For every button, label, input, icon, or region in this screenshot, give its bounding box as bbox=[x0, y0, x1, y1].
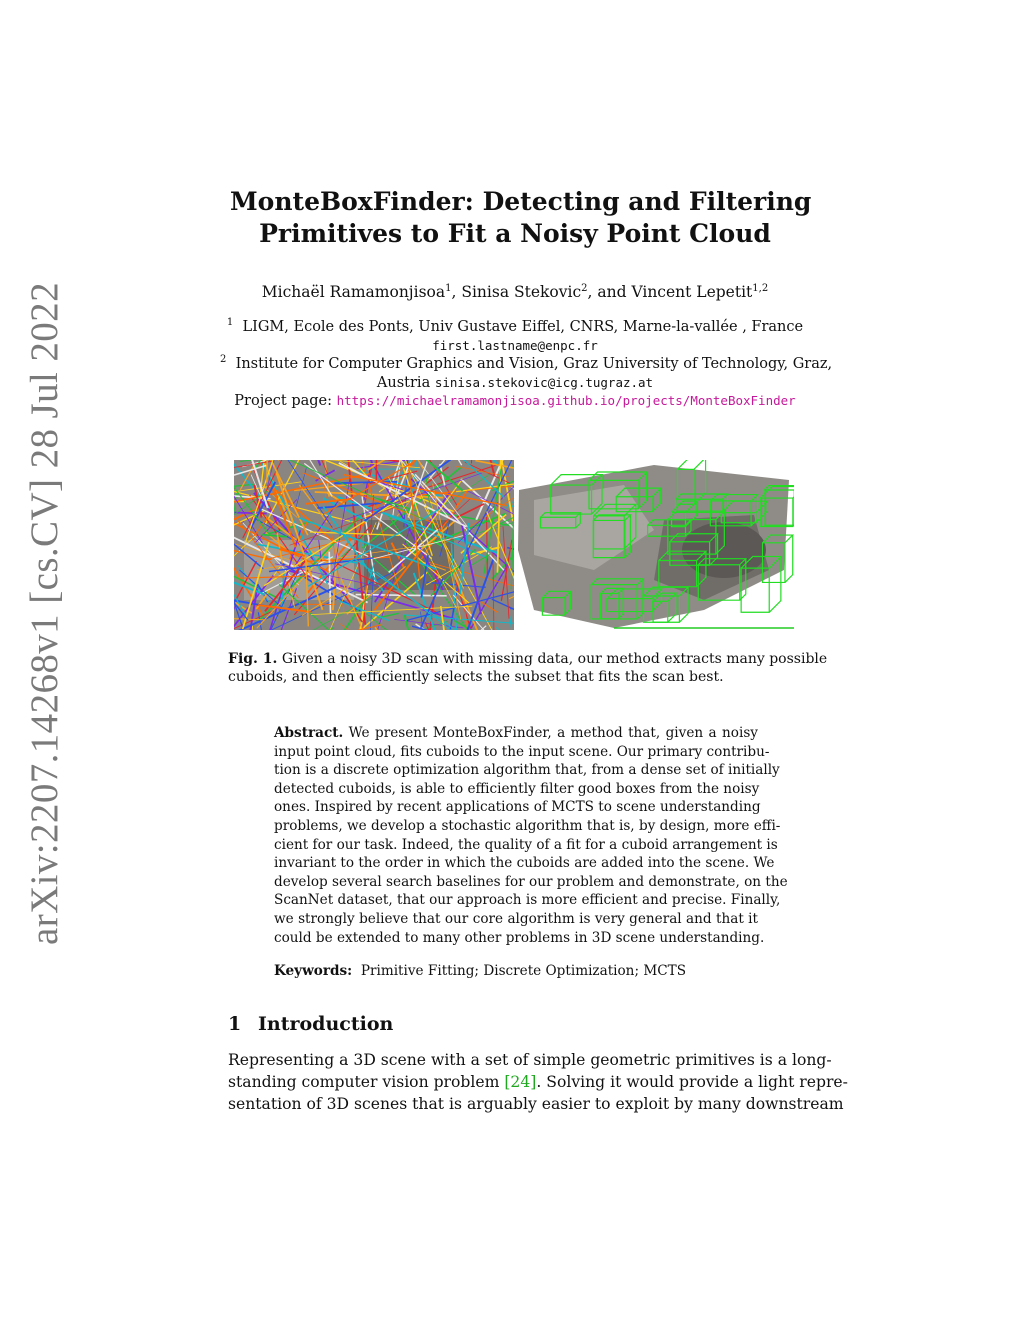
affiliation-2-text: Institute for Computer Graphics and Vision, Graz University of Technology, Graz, bbox=[235, 356, 833, 372]
abstract-text: We present MonteBoxFinder, a method that, given a noisy bbox=[348, 725, 758, 741]
author-list bbox=[230, 283, 800, 301]
affiliation-2-email[interactable]: sinisa.stekovic@icg.tugraz.at bbox=[434, 374, 654, 390]
abstract bbox=[274, 724, 788, 947]
author-3-affil: 1,2 bbox=[752, 283, 769, 294]
teaser-figure bbox=[234, 460, 794, 630]
selected-cuboids-panel bbox=[514, 460, 794, 630]
affiliation-2-marker: 2 bbox=[220, 354, 227, 365]
author-2-affil: 2 bbox=[581, 283, 588, 294]
intro-line-1: Representing a 3D scene with a set of simple geometric primitives is a long- bbox=[228, 1051, 832, 1069]
keywords bbox=[274, 963, 758, 979]
abstract-line: tion is a discrete optimization algorithm that, from a dense set of initially bbox=[274, 762, 780, 779]
affiliations bbox=[220, 317, 833, 411]
affiliation-1 bbox=[220, 318, 810, 337]
project-page bbox=[220, 392, 810, 411]
abstract-line: detected cuboids, is able to efficiently filter good boxes from the noisy bbox=[274, 780, 760, 797]
section-number: 1 bbox=[228, 1013, 242, 1035]
intro-line-2-text: standing computer vision problem bbox=[228, 1073, 505, 1091]
arxiv-identifier-stamp: arXiv:2207.14268v1 [cs.CV] 28 Jul 2022 bbox=[23, 282, 66, 945]
abstract-line bbox=[274, 724, 758, 743]
project-page-label: Project page: bbox=[234, 393, 333, 409]
author-2: Sinisa Stekovic bbox=[461, 283, 582, 301]
caption-line-2: cuboids, and then efficiently selects the subset that fits the scan best. bbox=[228, 669, 724, 685]
proposal-edge bbox=[267, 460, 268, 483]
affiliation-2-country: Austria bbox=[376, 374, 431, 391]
figure-label: Fig. 1. bbox=[228, 651, 278, 667]
author-1: Michaël Ramamonjisoa bbox=[261, 283, 446, 301]
affiliation-2-cont bbox=[220, 374, 810, 393]
affiliation-2 bbox=[220, 354, 833, 374]
abstract-line: input point cloud, fits cuboids to the input scene. Our primary contribu- bbox=[274, 743, 770, 760]
keywords-text: Primitive Fitting; Discrete Optimization; MCTS bbox=[360, 963, 687, 979]
section-heading bbox=[228, 1013, 393, 1035]
author-1-affil: 1 bbox=[445, 283, 452, 294]
title-line-2: Primitives to Fit a Noisy Point Cloud bbox=[259, 219, 771, 248]
affiliation-1-text: LIGM, Ecole des Ponts, Univ Gustave Eiffel, CNRS, Marne-la-vallée , France bbox=[242, 319, 804, 335]
affiliation-1-email[interactable]: first.lastname@enpc.fr bbox=[432, 337, 598, 353]
paper-title bbox=[230, 186, 812, 250]
abstract-line: invariant to the order in which the cuboids are added into the scene. We bbox=[274, 855, 775, 872]
caption-line-1 bbox=[228, 650, 828, 668]
intro-line-2-rest: . Solving it would provide a light repre- bbox=[536, 1073, 848, 1091]
affiliation-1-marker: 1 bbox=[226, 317, 234, 328]
abstract-line: cient for our task. Indeed, the quality of a fit for a cuboid arrangement is bbox=[274, 836, 778, 853]
author-conjunction: , and bbox=[587, 283, 632, 301]
author-3: Vincent Lepetit bbox=[631, 283, 753, 301]
section-title: Introduction bbox=[258, 1013, 394, 1035]
abstract-line: ScanNet dataset, that our approach is more efficient and precise. Finally, bbox=[274, 892, 781, 909]
abstract-label: Abstract. bbox=[274, 725, 344, 741]
intro-paragraph bbox=[228, 1049, 848, 1115]
title-line-1: MonteBoxFinder: Detecting and Filtering bbox=[230, 187, 812, 216]
author-separator: , bbox=[451, 283, 462, 301]
abstract-line: ones. Inspired by recent applications of MCTS to scene understanding bbox=[274, 799, 761, 816]
citation-link[interactable]: [24] bbox=[504, 1073, 537, 1091]
keywords-label: Keywords: bbox=[274, 963, 353, 979]
figure-caption bbox=[228, 650, 828, 686]
abstract-line: we strongly believe that our core algorithm is very general and that it bbox=[274, 910, 758, 927]
caption-text-1: Given a noisy 3D scan with missing data, our method extracts many possible bbox=[281, 651, 828, 667]
intro-line-3: sentation of 3D scenes that is arguably easier to exploit by many downstream bbox=[228, 1095, 844, 1113]
abstract-line: develop several search baselines for our problem and demonstrate, on the bbox=[274, 873, 788, 890]
abstract-line: problems, we develop a stochastic algorithm that is, by design, more effi- bbox=[274, 817, 781, 834]
intro-line-2 bbox=[228, 1071, 848, 1093]
project-page-link[interactable]: https://michaelramamonjisoa.github.io/projects/MonteBoxFinder bbox=[336, 393, 796, 408]
abstract-line: could be extended to many other problems in 3D scene understanding. bbox=[274, 929, 765, 946]
